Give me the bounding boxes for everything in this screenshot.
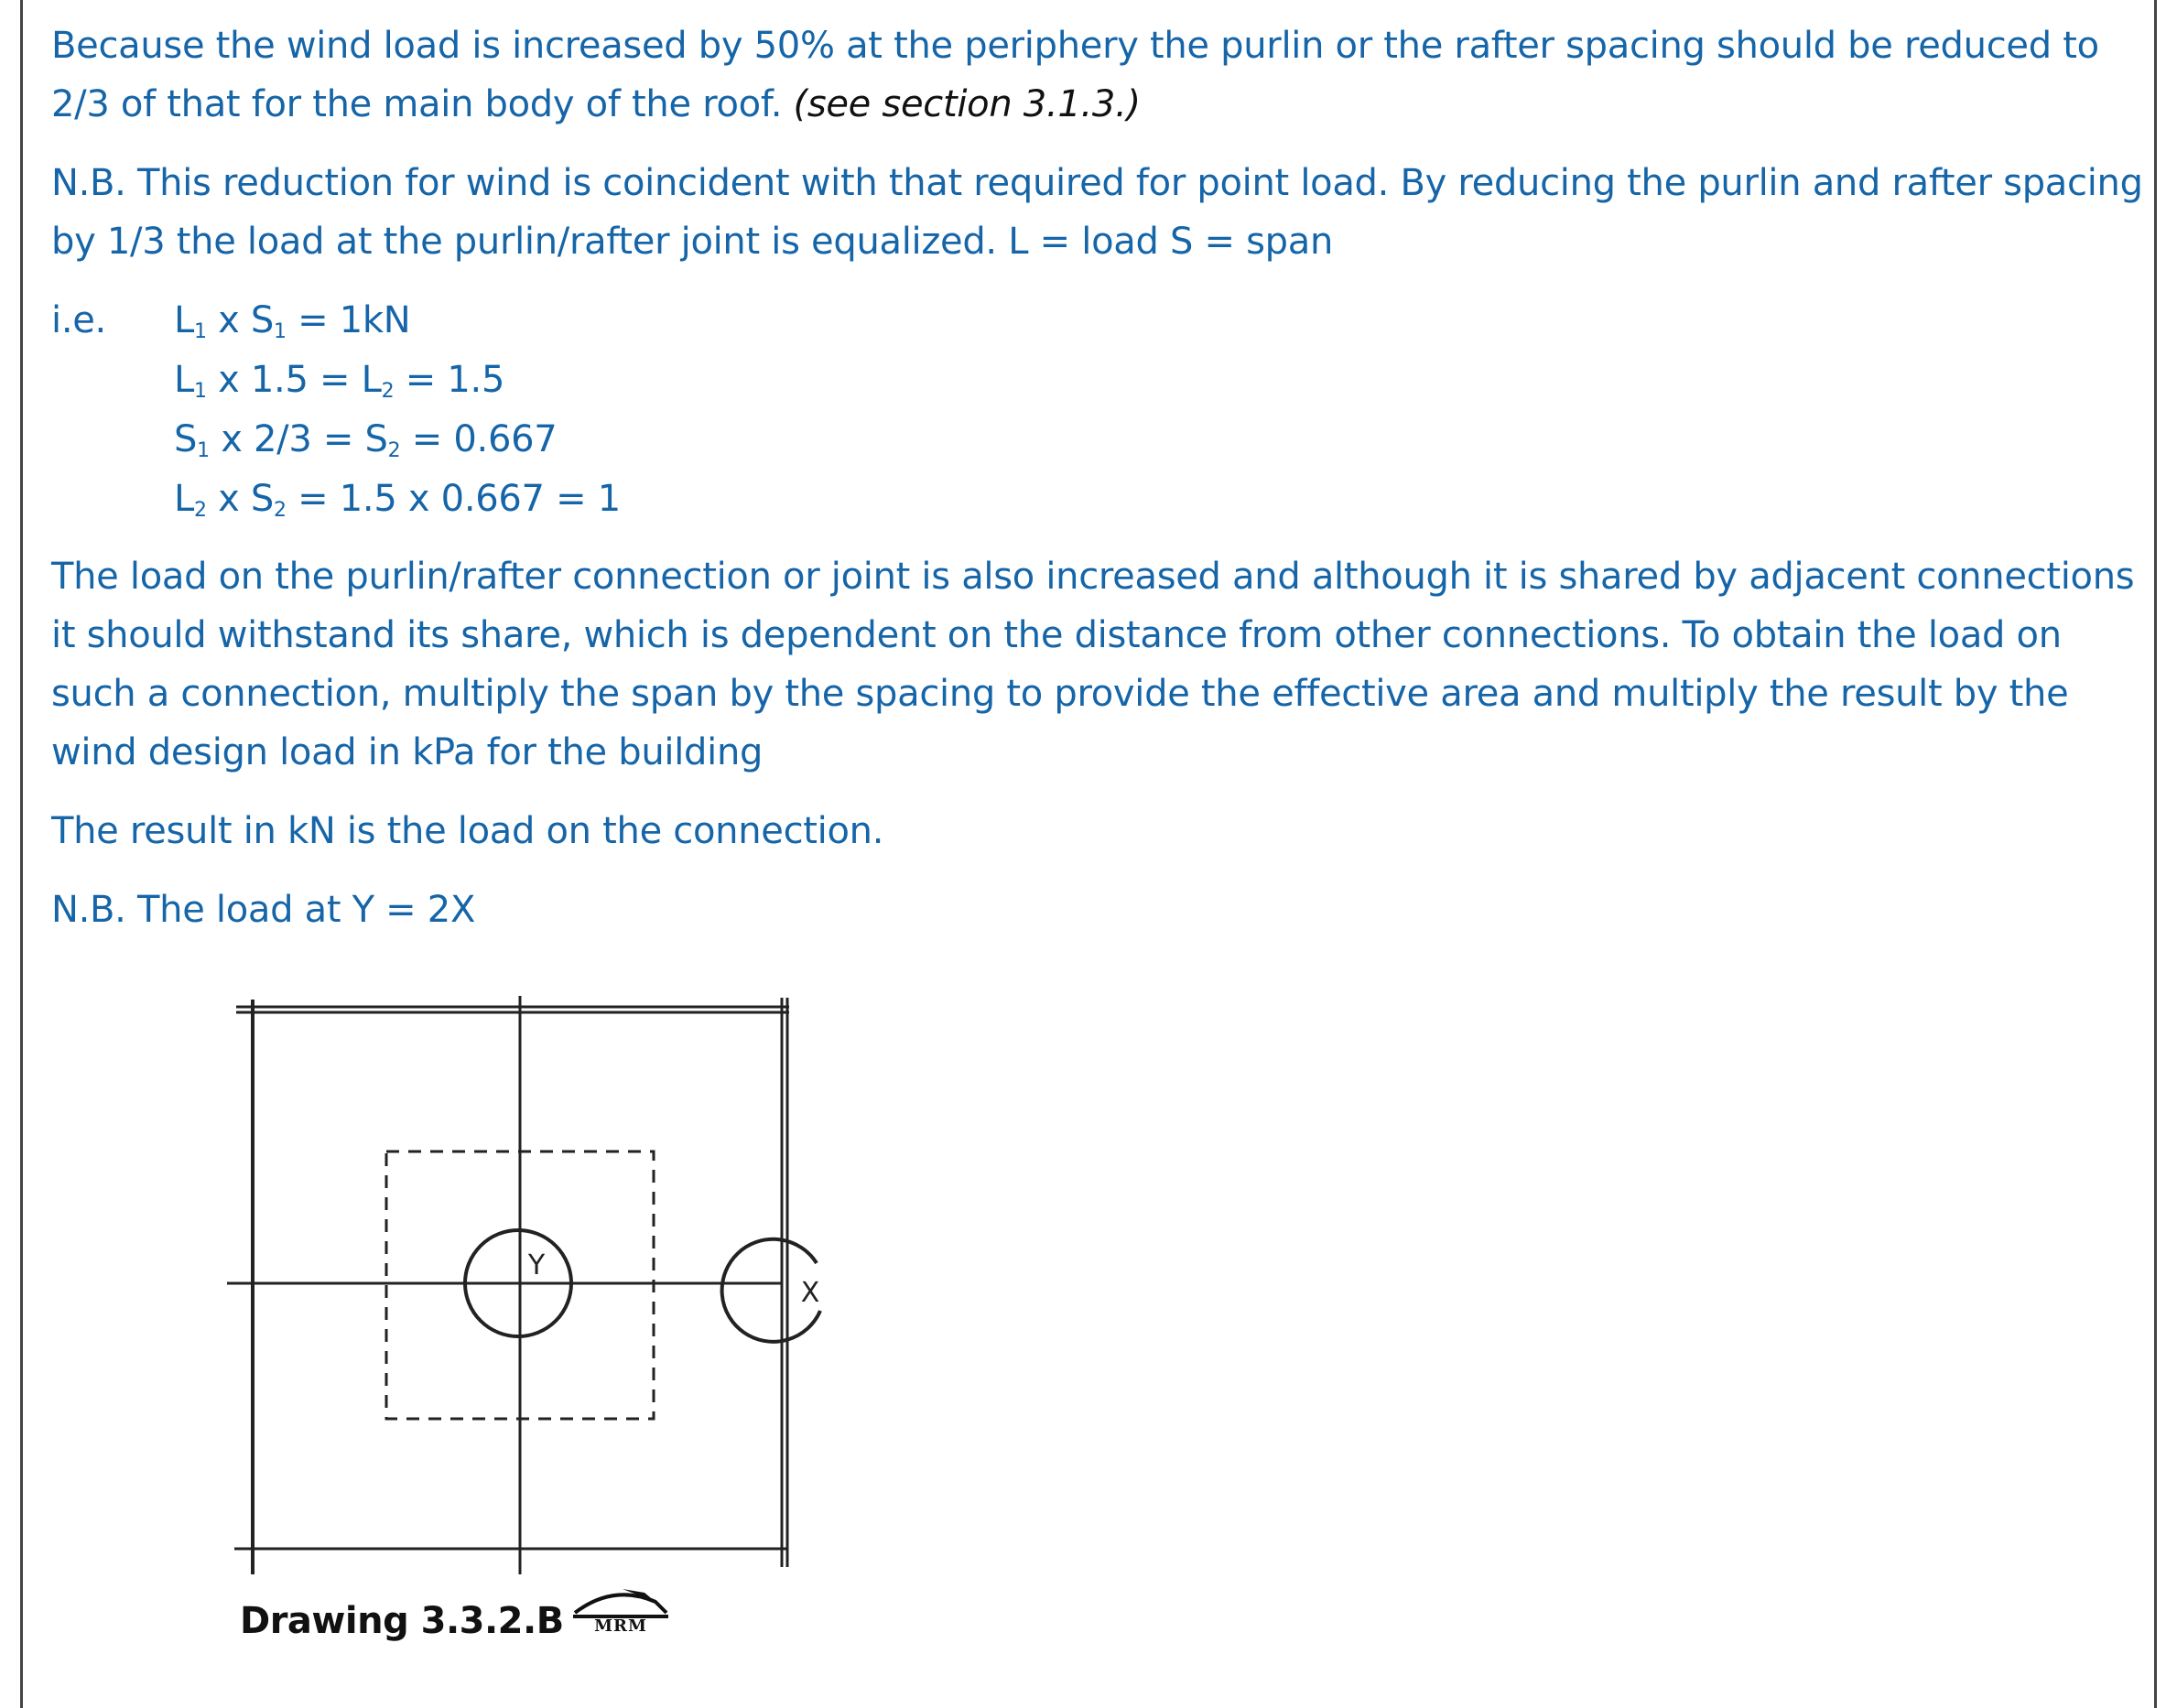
paragraph-result: The result in kN is the load on the connection. (51, 810, 884, 852)
eq-subscript: 2 (194, 499, 207, 522)
document-body (51, 16, 2148, 959)
section-reference: (see section 3.1.3.) (793, 83, 1141, 125)
paragraph-wind-load-text: Because the wind load is increased by 50% at the periphery the purlin or the rafter spacing should be reduced to 2/3 of that for the main body of the roof. (51, 25, 2099, 125)
eq-term: = 0.667 (400, 418, 558, 460)
eq-subscript: 1 (274, 320, 287, 343)
eq-term: = 1.5 x 0.667 = 1 (286, 478, 621, 520)
eq-term: x 1.5 = L (206, 359, 382, 401)
frame-border-left (20, 0, 23, 1708)
eq-subscript: 2 (381, 380, 395, 403)
equation-line-1 (174, 291, 621, 351)
logo-text: MRM (594, 1616, 647, 1633)
eq-term: x S (206, 299, 274, 341)
paragraph-nb-load: N.B. The load at Y = 2X (51, 889, 476, 931)
right-beam (782, 998, 787, 1567)
eq-subscript: 1 (197, 439, 210, 462)
eq-term: x S (206, 478, 274, 520)
joint-x-label: X (800, 1277, 820, 1309)
equation-line-3 (174, 410, 621, 470)
eq-subscript: 1 (194, 380, 207, 403)
eq-subscript: 2 (274, 499, 287, 522)
paragraph-connection-load: The load on the purlin/rafter connection or joint is also increased and although it is shared by adjacent connections it should withstand its share, which is dependent on the distance from other connections. To obtain the load on such a connection, multiply the span by the spacing to provide the effective area and multiply the result by the wind design load in kPa for the building (51, 556, 2135, 773)
paragraph-wind-load (51, 16, 2148, 134)
drawing-3-3-2-b (220, 989, 842, 1593)
eq-subscript: 2 (387, 439, 401, 462)
equation-line-2 (174, 351, 621, 410)
top-beam (236, 1007, 789, 1012)
eq-term: L (174, 299, 194, 341)
equation-block (51, 291, 2148, 529)
joint-y-label: Y (527, 1249, 546, 1281)
paragraph-nb-reduction: N.B. This reduction for wind is coincident with that required for point load. By reducing the purlin and rafter spacing by 1/3 the load at the purlin/rafter joint is equalized. L = load S = span (51, 162, 2143, 263)
equation-prefix: i.e. (51, 299, 106, 341)
eq-term: x 2/3 = S (209, 418, 388, 460)
drawing-caption: Drawing 3.3.2.B (240, 1600, 564, 1642)
eq-subscript: 1 (194, 320, 207, 343)
equation-line-4 (174, 470, 621, 529)
eq-term: L (174, 478, 194, 520)
eq-term: S (174, 418, 198, 460)
mrm-logo-icon (568, 1582, 674, 1633)
frame-border-right (2154, 0, 2157, 1708)
eq-term: L (174, 359, 194, 401)
eq-term: = 1.5 (394, 359, 505, 401)
equation-lines (174, 291, 621, 529)
eq-term: = 1kN (286, 299, 411, 341)
